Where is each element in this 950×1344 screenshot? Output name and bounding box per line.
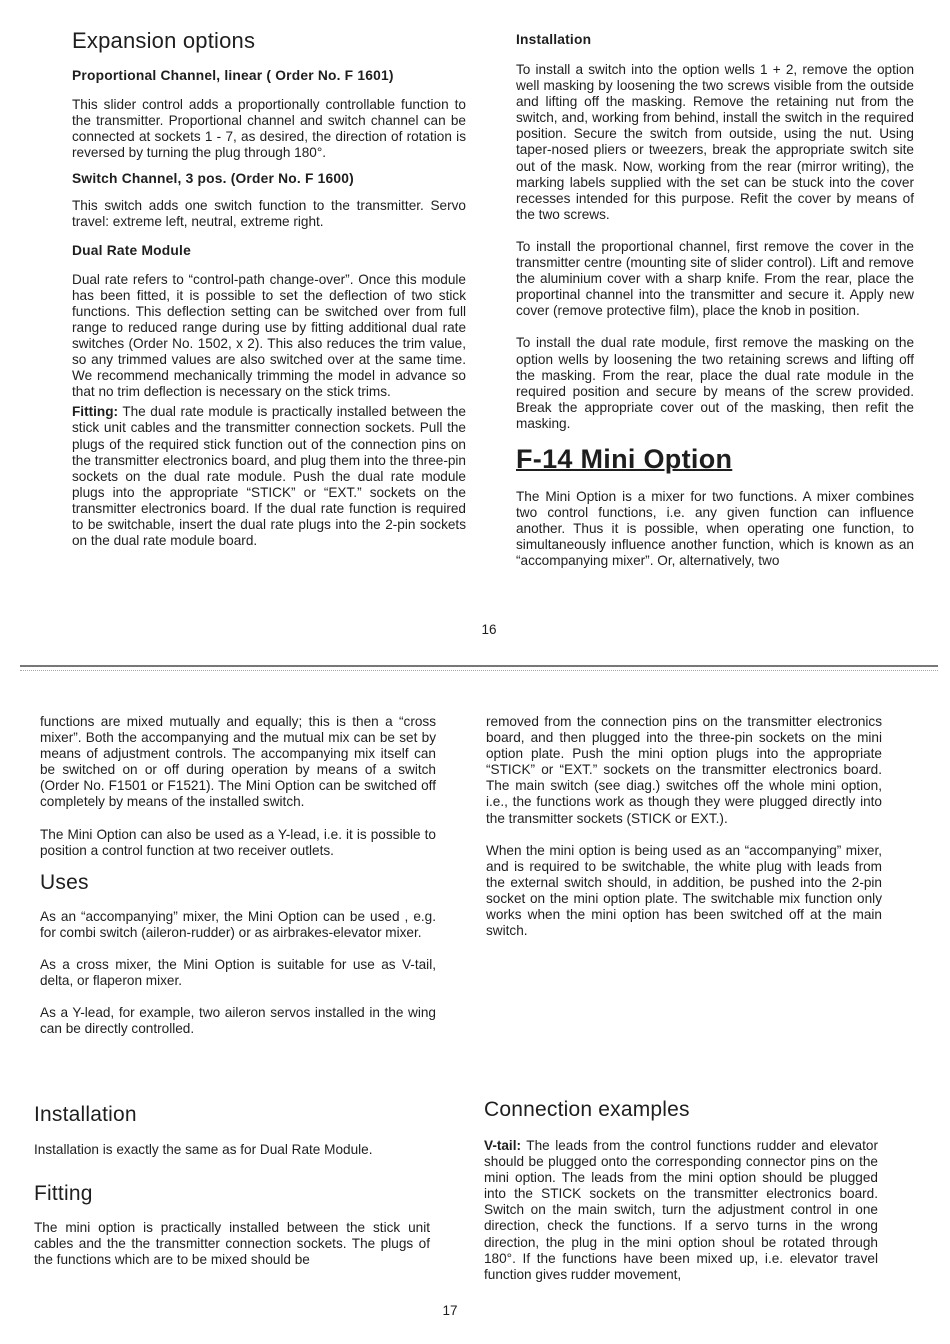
- uses-y-lead-text: As a Y-lead, for example, two aileron servos installed in the wing can be directly controlled.: [40, 1005, 436, 1037]
- page16-left-column: [72, 28, 466, 549]
- installation-text-17: Installation is exactly the same as for Dual Rate Module.: [34, 1142, 373, 1157]
- page17-right-column: [486, 714, 882, 939]
- accompanying-switch-text: When the mini option is being used as an “accompanying” mixer, and is required to be switchable, the white plug with leads from the external switch should, in addition, be pushed into the 2-pin socket on the mini option plate. The switchable mix function only works when the mini option has been switched off at the main switch.: [486, 842, 882, 939]
- switch-channel-heading: Switch Channel, 3 pos. (Order No. F 1600): [72, 171, 354, 187]
- page-divider-shadow: [20, 670, 938, 671]
- switch-channel-text: This switch adds one switch function to the transmitter. Servo travel: extreme left, neutral, extreme right.: [72, 198, 466, 230]
- fitting-label: Fitting:: [72, 404, 119, 420]
- page-number-17: 17: [442, 1303, 458, 1318]
- fitting-paragraph: [72, 404, 466, 549]
- cross-mixer-text: functions are mixed mutually and equally; this is then a “cross mixer”. Both the accompanying and the mutual mix can be set by means of adjustment controls. The accompanying mix itself can be switched on or off during operation by means of a switch (Order No. F1501 or F1521). The Mini Option can be switched off completely by means of the installed switch.: [40, 714, 436, 810]
- connection-examples-heading: Connection examples: [484, 1098, 690, 1121]
- uses-cross-mixer-text: As a cross mixer, the Mini Option is suitable for use as V-tail, delta, or flaperon mixer.: [40, 956, 436, 989]
- mini-option-plugs-text: removed from the connection pins on the transmitter electronics board, and then plugged into the three-pin sockets on the mini option plate. Push the mini option plugs into the appropriate “STICK” or “EXT.” sockets on the transmitter electronics board. The main switch (see diag.) switches off the whole mini option, i.e., the functions work as though they were plugged directly into the transmitter sockets (STICK or EXT.).: [486, 714, 882, 826]
- installation-heading: Installation: [516, 32, 592, 47]
- uses-accompanying-text: As an “accompanying” mixer, the Mini Option can be used , e.g. for combi switch (aileron-rudder) or as airbrakes-elevator mixer.: [40, 908, 436, 940]
- y-lead-text: The Mini Option can also be used as a Y-lead, i.e. it is possible to position a control function at two receiver outlets.: [40, 826, 436, 858]
- v-tail-text: The leads from the control functions rudder and elevator should be plugged onto the corresponding connector pins on the mini option. The leads from the mini option should be plugged into the STICK sockets on the transmitter electronics board. Switch on the main switch, turn the adjustment control in one direction, check the functions. If a servo turns in the wrong direction, the plug in the mini option shoul be rotated through 180°. If the functions have been mixed up, i.e. elevator travel function gives rudder movement,: [484, 1138, 878, 1282]
- page17-left-lower: [34, 1103, 430, 1268]
- fitting-text-17: The mini option is practically installed between the stick unit cables and the the transmitter connection sockets. The plugs of the functions which are to be mixed should be: [34, 1220, 430, 1268]
- dual-rate-heading: Dual Rate Module: [72, 242, 191, 258]
- proportional-channel-heading: Proportional Channel, linear ( Order No. F 1601): [72, 68, 394, 83]
- dual-rate-text: Dual rate refers to “control-path change-over”. Once this module has been fitted, it is possible to set the deflection of two stick functions. This deflection setting can be switched over from full range to reduced range during use by fitting additional dual rate switches (Order No. 1502, x 2). This also reduces the trim value, so any trimmed values are also switched over at the same time. We recommend mechanically trimming the model in advance so that no trim deflection is necessary on the stick trims.: [72, 271, 466, 400]
- page-divider: [20, 665, 938, 667]
- v-tail-label: V-tail:: [484, 1138, 522, 1153]
- installation-text-proportional: To install the proportional channel, first remove the cover in the transmitter centre (mounting site of slider control). Lift and remove the aluminium cover with a sharp knife. From the rear, place the proportinal channel into the transmitter and secure it. Apply new cover (remove protective film), place the knob in position.: [516, 238, 914, 319]
- installation-text-dual-rate: To install the dual rate module, first remove the masking on the option wells by loosening the two retaining screws and lifting off the masking. From the rear, place the dual rate module in the required position and secure by means of the screw provided. Break the appropriate cover out of the masking, then refit the masking.: [516, 335, 914, 431]
- fitting-heading: Fitting: [34, 1182, 93, 1206]
- uses-heading: Uses: [40, 870, 89, 894]
- f14-mini-option-title: F-14 Mini Option: [516, 443, 733, 474]
- installation-text-switch: To install a switch into the option wells 1 + 2, remove the option well masking by loosening the two screws visible from the outside and lifting off the masking. Remove the retaining nut from the switch, and, working from behind, install the switch in the required position. Secure the switch from outside, using the nut. Using taper-nosed pliers or tweezers, break the appropriate switch site out of the mask. Now, working from the rear (mirror writing), the marking labels supplied with the set can be stuck into the cover recesses intended for this purpose. Refit the cover by means of the two screws.: [516, 62, 914, 222]
- fitting-text: The dual rate module is practically installed between the stick unit cables and the transmitter connection sockets. Pull the plugs of the required stick function out of the connection pins on the transmitter electronics board, and plug them into the three-pin sockets on the dual rate module. Push the dual rate module plugs into the appropriate “STICK” or “EXT.” sockets on the transmitter electronics board. If the dual rate function is required to be switchable, insert the dual rate plugs into the 2-pin sockets on the dual rate module board.: [72, 404, 466, 549]
- page16-right-column: [516, 32, 914, 569]
- page17-left-column: [40, 714, 436, 1037]
- v-tail-paragraph: [484, 1138, 878, 1283]
- page17-right-lower: [484, 1098, 878, 1283]
- mini-option-intro-text: The Mini Option is a mixer for two functions. A mixer combines two control functions, i.e. any given function can influence another. Thus it is possible, when operating one function, to simultaneously influence another function, which is known as an “accompanying mixer”. Or, alternatively, two: [516, 488, 914, 569]
- expansion-options-title: Expansion options: [72, 28, 256, 53]
- installation-heading-17: Installation: [34, 1103, 137, 1126]
- proportional-channel-text: This slider control adds a proportionally controllable function to the transmitter. Proportional channel and switch channel can be connected at sockets 1 - 7, as desired, the direction of rotation is reversed by turning the plug through 180°.: [72, 97, 466, 161]
- page-number-16: 16: [481, 622, 497, 637]
